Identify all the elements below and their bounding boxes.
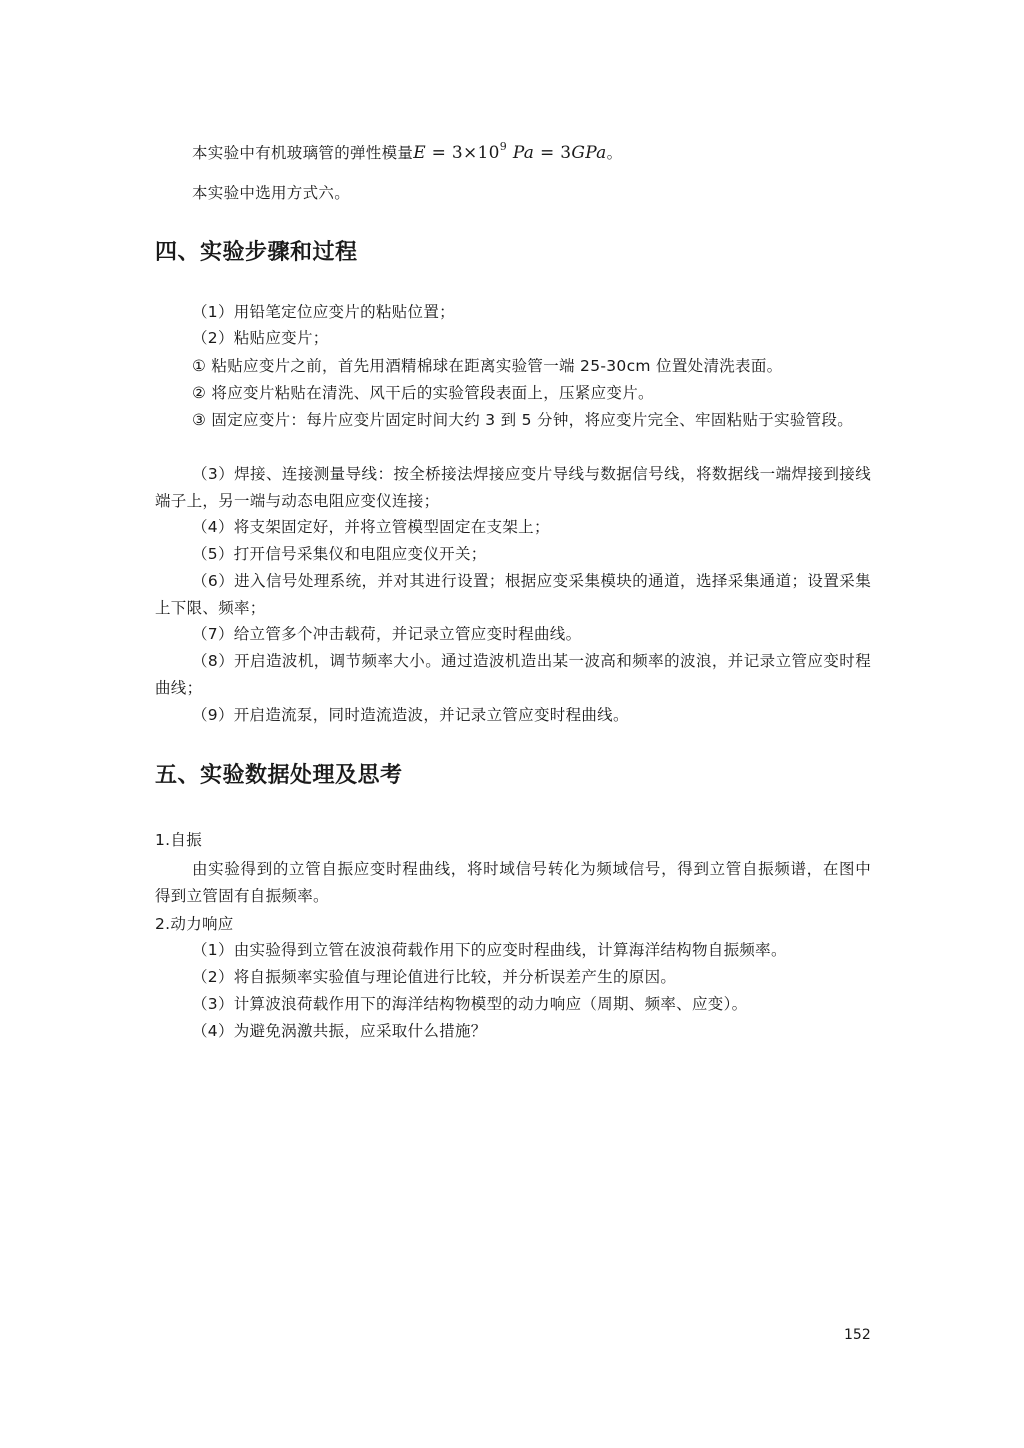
method-line: 本实验中选用方式六。 <box>192 184 351 202</box>
section-heading-5: 五、实验数据处理及思考 <box>155 763 403 788</box>
subsection-2-title: 2.动力响应 <box>155 915 234 933</box>
step-4: （4）将支架固定好，并将立管模型固定在支架上； <box>192 518 550 536</box>
step-2: （2）粘贴应变片； <box>192 329 329 347</box>
step-2-sub-1: ① 粘贴应变片之前，首先用酒精棉球在距离实验管一端 25-30cm 位置处清洗表面。 <box>192 357 783 375</box>
step-9: （9）开启造流泵，同时造流造波，并记录立管应变时程曲线。 <box>192 706 629 724</box>
subsection-1-text: 由实验得到的立管自振应变时程曲线，将时域信号转化为频域信号，得到立管自振频谱，在图中得到立管固有自振频率。 <box>155 860 871 905</box>
step-5: （5）打开信号采集仪和电阻应变仪开关； <box>192 545 487 563</box>
subsection-2-item-1: （1）由实验得到立管在波浪荷载作用下的应变时程曲线，计算海洋结构物自振频率。 <box>192 941 787 959</box>
step-7: （7）给立管多个冲击载荷，并记录立管应变时程曲线。 <box>192 625 582 643</box>
step-1: （1）用铅笔定位应变片的粘贴位置； <box>192 303 455 321</box>
subsection-1-title: 1.自振 <box>155 831 202 849</box>
step-3: （3）焊接、连接测量导线：按全桥接法焊接应变片导线与数据信号线，将数据线一端焊接到接线端子上，另一端与动态电阻应变仪连接； <box>155 465 871 510</box>
modulus-text: 本实验中有机玻璃管的弹性模量 <box>192 144 414 162</box>
step-2-sub-2: ② 将应变片粘贴在清洗、风干后的实验管段表面上，压紧应变片。 <box>192 384 654 402</box>
section-heading-4: 四、实验步骤和过程 <box>155 240 358 265</box>
subsection-2-item-3: （3）计算波浪荷载作用下的海洋结构物模型的动力响应（周期、频率、应变）。 <box>192 995 748 1013</box>
step-6: （6）进入信号处理系统，并对其进行设置；根据应变采集模块的通道，选择采集通道；设置采集上下限、频率； <box>155 572 871 617</box>
modulus-line <box>192 140 622 167</box>
step-2-sub-3: ③ 固定应变片：每片应变片固定时间大约 3 到 5 分钟，将应变片完全、牢固粘贴于实验管段。 <box>192 411 854 429</box>
modulus-formula: $E = 3\times 10^9$ Pa = 3GPa <box>413 140 607 163</box>
modulus-suffix: 。 <box>606 144 623 162</box>
subsection-2-item-2: （2）将自振频率实验值与理论值进行比较，并分析误差产生的原因。 <box>192 968 677 986</box>
subsection-2-item-4: （4）为避免涡激共振，应采取什么措施？ <box>192 1022 487 1040</box>
page-number: 152 <box>844 1327 871 1343</box>
step-8: （8）开启造波机，调节频率大小。通过造波机造出某一波高和频率的波浪，并记录立管应变时程曲线； <box>155 652 871 697</box>
